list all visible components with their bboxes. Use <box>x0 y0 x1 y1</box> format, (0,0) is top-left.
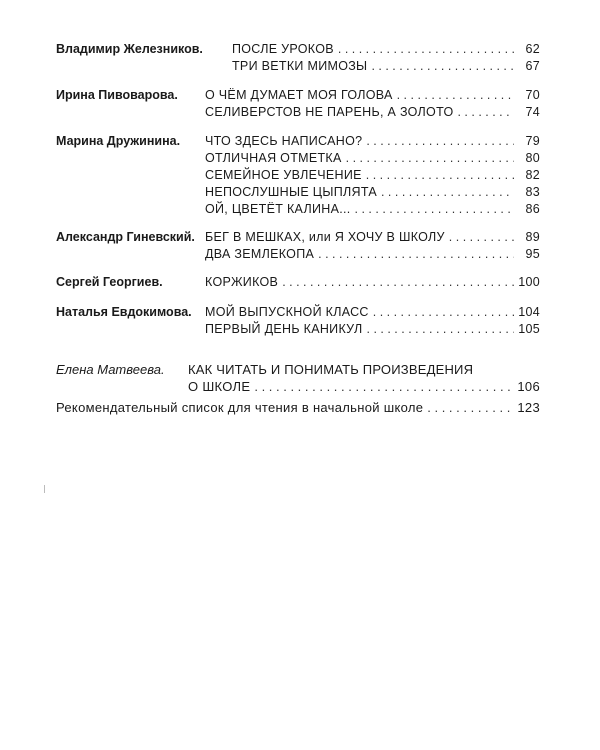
toc-entry-title: СЕМЕЙНОЕ УВЛЕЧЕНИЕ <box>205 168 362 182</box>
dot-leader <box>457 104 514 120</box>
dot-leader <box>449 229 514 245</box>
toc-entry <box>205 229 540 245</box>
afterword-title-line2: О ШКОЛЕ <box>188 379 251 394</box>
toc-entry-title: ОТЛИЧНАЯ ОТМЕТКА <box>205 151 342 165</box>
dot-leader <box>338 41 514 57</box>
toc-author: Ирина Пивоварова. <box>56 88 178 102</box>
dot-leader <box>346 150 514 166</box>
toc-entry <box>205 201 540 217</box>
dot-leader <box>318 246 514 262</box>
toc-entry-page: 89 <box>525 230 540 244</box>
toc-entry-page: 105 <box>518 322 540 336</box>
dot-leader <box>371 58 514 74</box>
toc-entry-page: 80 <box>525 151 540 165</box>
toc-author: Владимир Железников. <box>56 42 203 56</box>
toc-entry-page: 86 <box>525 202 540 216</box>
dot-leader <box>254 379 513 395</box>
toc-entry <box>205 167 540 183</box>
dot-leader <box>381 184 514 200</box>
toc-entry-title: ЧТО ЗДЕСЬ НАПИСАНО? <box>205 134 363 148</box>
dot-leader <box>282 274 514 290</box>
toc-entry-title: ОЙ, ЦВЕТЁТ КАЛИНА... <box>205 202 351 216</box>
toc-entry-title: ТРИ ВЕТКИ МИМОЗЫ <box>232 59 368 73</box>
toc-entry <box>205 274 540 290</box>
dot-leader <box>367 321 514 337</box>
toc-entry-page: 82 <box>525 168 540 182</box>
toc-author: Александр Гиневский. <box>56 230 195 244</box>
toc-author: Сергей Георгиев. <box>56 275 163 289</box>
dot-leader <box>427 400 513 416</box>
reading-list-title: Рекомендательный список для чтения в начальной школе <box>56 400 424 415</box>
reading-list-entry <box>56 400 540 416</box>
afterword-page: 106 <box>517 379 540 394</box>
toc-entry-title: МОЙ ВЫПУСКНОЙ КЛАСС <box>205 305 369 319</box>
toc-entry-title: БЕГ В МЕШКАХ, или Я ХОЧУ В ШКОЛУ <box>205 230 445 244</box>
toc-entry-page: 100 <box>518 275 540 289</box>
toc-entry <box>205 304 540 320</box>
toc-entry-title: СЕЛИВЕРСТОВ НЕ ПАРЕНЬ, А ЗОЛОТО <box>205 105 454 119</box>
toc-entry-title: ПОСЛЕ УРОКОВ <box>232 42 334 56</box>
toc-entry-title: ПЕРВЫЙ ДЕНЬ КАНИКУЛ <box>205 322 363 336</box>
reading-list-page: 123 <box>517 400 540 415</box>
toc-entry-title: НЕПОСЛУШНЫЕ ЦЫПЛЯТА <box>205 185 377 199</box>
toc-entry-page: 104 <box>518 305 540 319</box>
dot-leader <box>397 87 514 103</box>
toc-entry <box>232 41 540 57</box>
toc-entry-title: КОРЖИКОВ <box>205 275 279 289</box>
toc-entry-page: 67 <box>525 59 540 73</box>
toc-entry-title: О ЧЁМ ДУМАЕТ МОЯ ГОЛОВА <box>205 88 393 102</box>
toc-author: Марина Дружинина. <box>56 134 181 148</box>
afterword-entry <box>188 379 540 395</box>
toc-entry-page: 79 <box>525 134 540 148</box>
dot-leader <box>355 201 514 217</box>
afterword-title-line1: КАК ЧИТАТЬ И ПОНИМАТЬ ПРОИЗВЕДЕНИЯ <box>188 362 474 377</box>
toc-entry <box>205 321 540 337</box>
toc-entry-page: 83 <box>525 185 540 199</box>
toc-entry <box>205 246 540 262</box>
toc-entry <box>205 104 540 120</box>
dot-leader <box>373 304 514 320</box>
toc-entry <box>205 184 540 200</box>
toc-entry-page: 62 <box>525 42 540 56</box>
afterword-author: Елена Матвеева. <box>56 362 165 377</box>
toc-entry-page: 70 <box>525 88 540 102</box>
toc-author: Наталья Евдокимова. <box>56 305 192 319</box>
toc-entry <box>232 58 540 74</box>
toc-entry <box>205 87 540 103</box>
toc-entry-page: 95 <box>525 247 540 261</box>
dot-leader <box>366 167 514 183</box>
toc-entry-page: 74 <box>525 105 540 119</box>
toc-entry-title: ДВА ЗЕМЛЕКОПА <box>205 247 315 261</box>
toc-entry <box>205 150 540 166</box>
toc-entry <box>205 133 540 149</box>
dot-leader <box>366 133 514 149</box>
margin-mark <box>44 485 45 493</box>
